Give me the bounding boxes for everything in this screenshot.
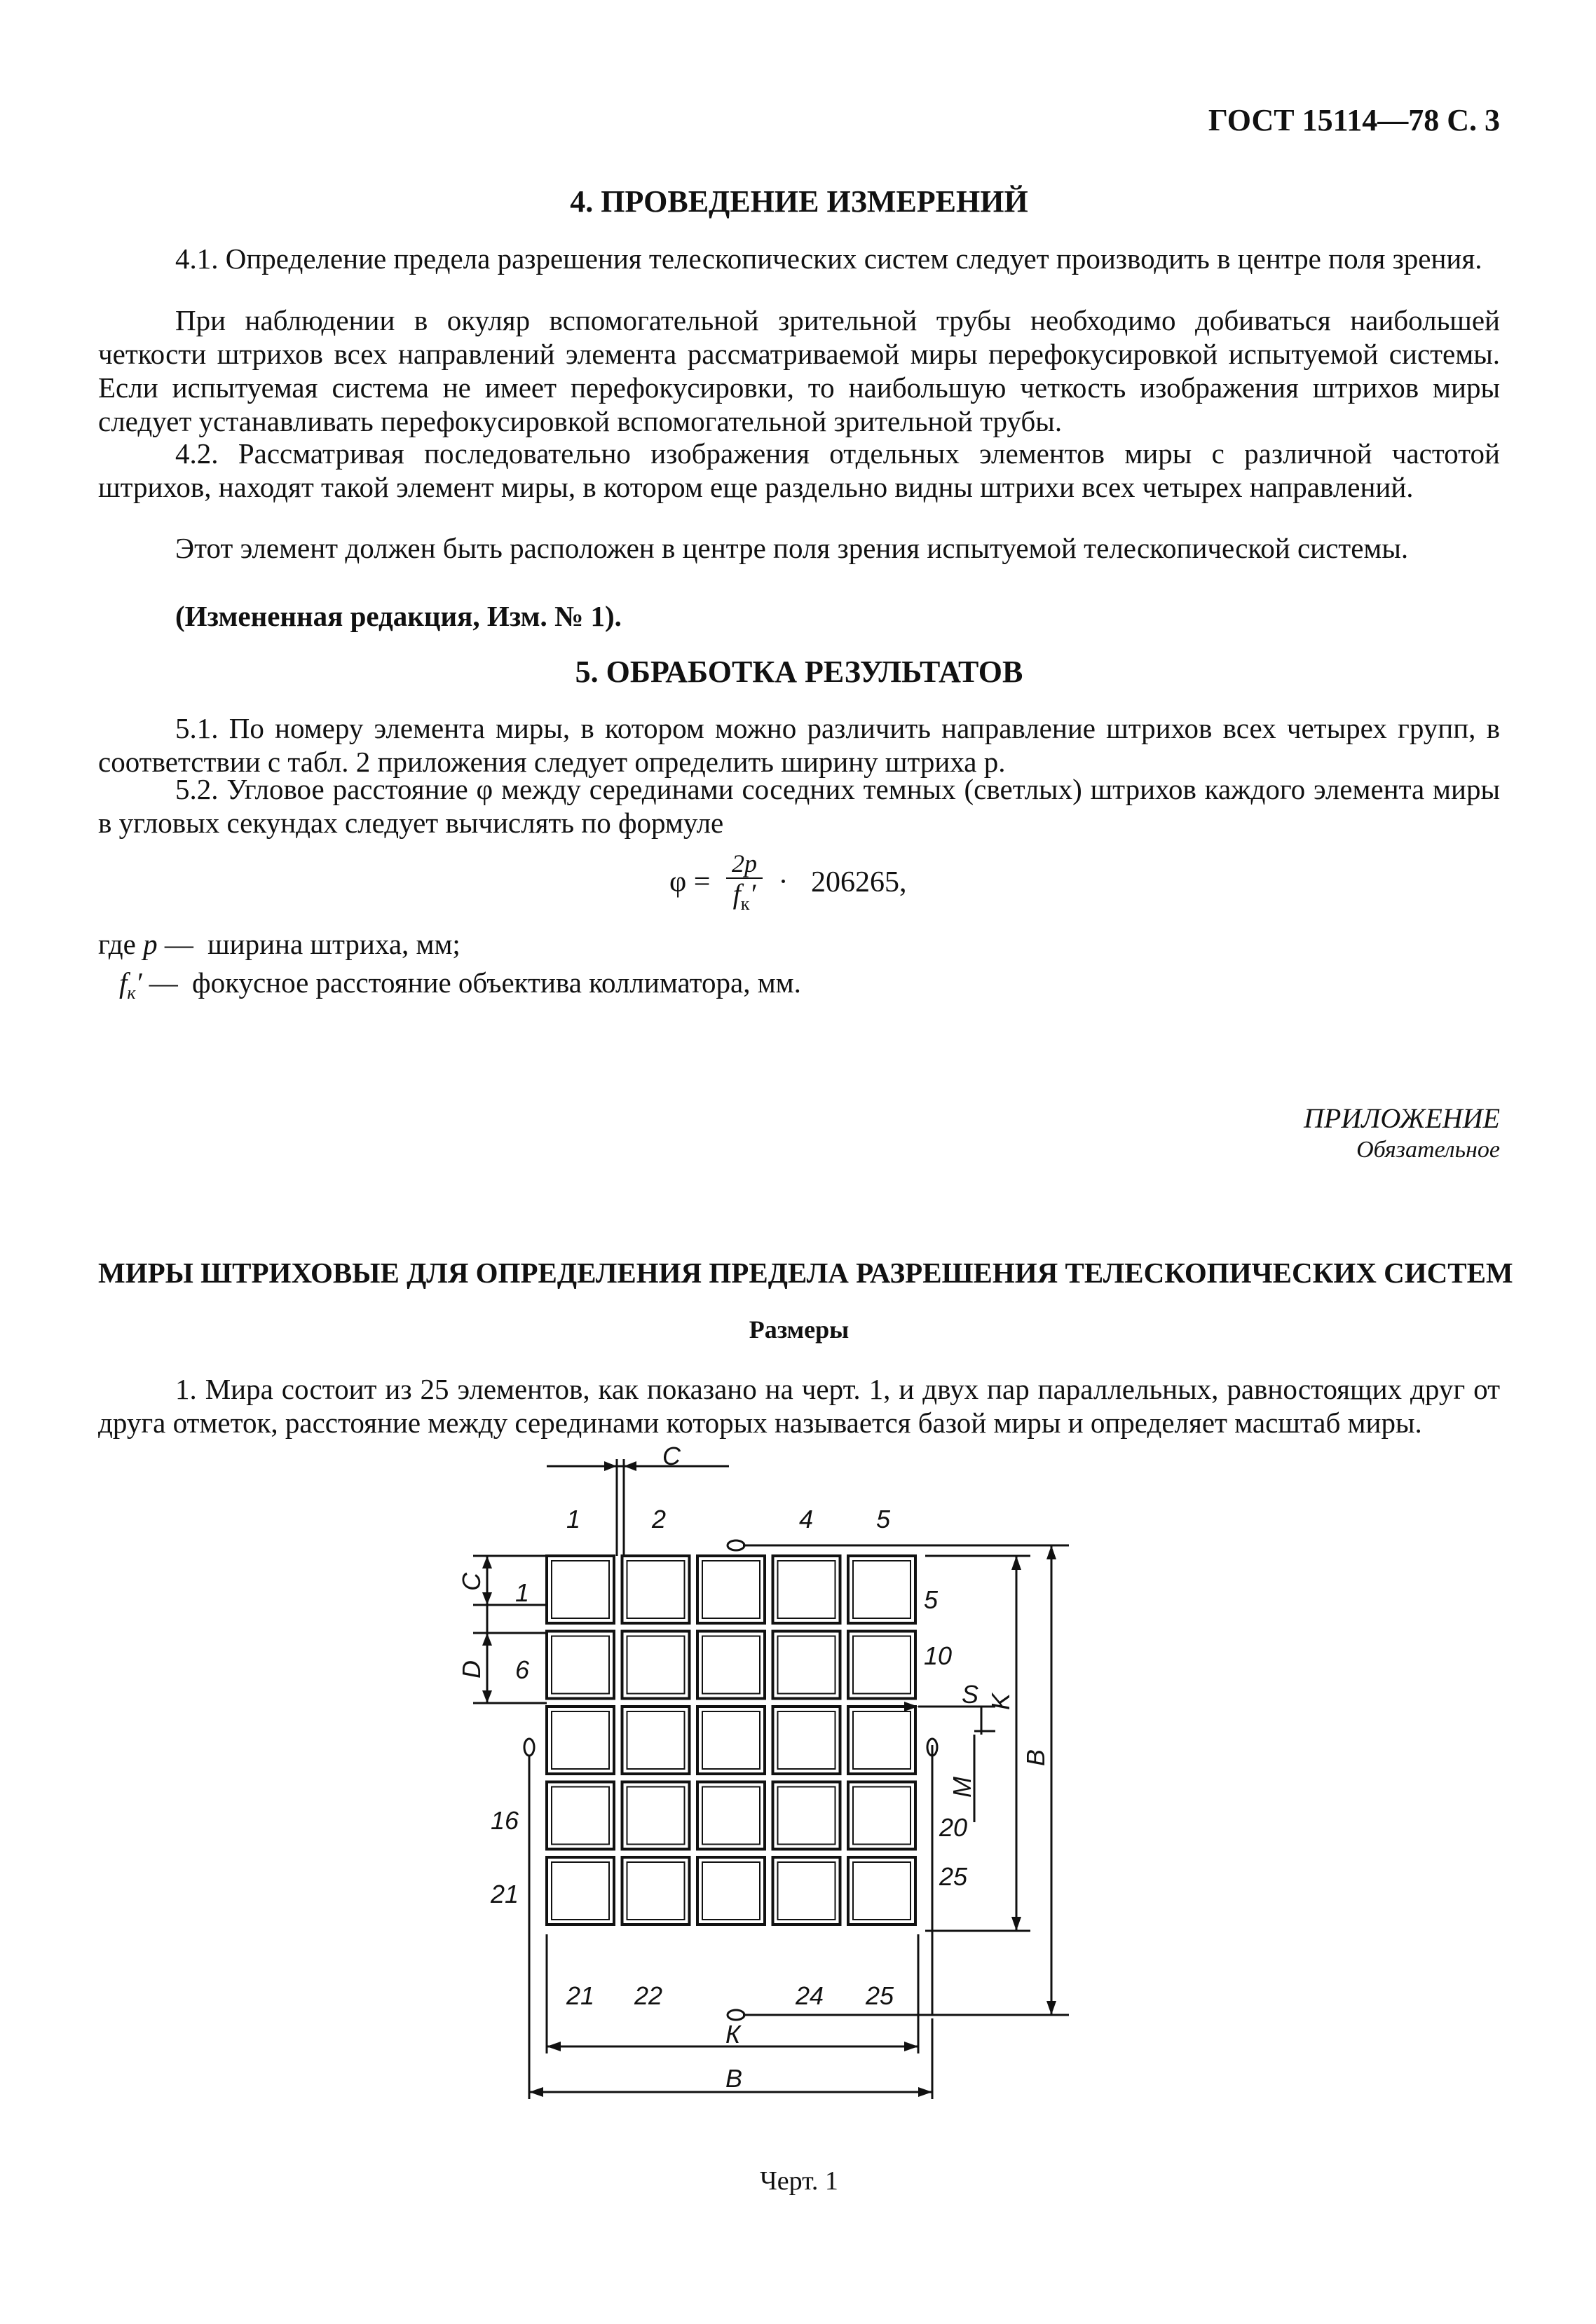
grid-element-6 [547,1632,614,1699]
arrow-d-top [482,1633,492,1646]
grid-element-inner-2 [627,1561,685,1618]
appendix-subtitle: Размеры [749,1315,850,1344]
label-row-21: 21 [491,1880,519,1908]
amendment-text: (Измененная редакция, Изм. № 1). [175,600,622,632]
grid-element-inner-24 [778,1862,835,1920]
section-4-p4-text: Этот элемент должен быть расположен в центре поля зрения испытуемой телескопической системы. [175,532,1409,564]
grid-element-inner-15 [853,1711,910,1769]
grid-element-5 [848,1556,915,1623]
grid-element-inner-23 [702,1862,760,1920]
label-row-10: 10 [924,1641,953,1670]
grid-element-15 [848,1707,915,1774]
element-grid [547,1556,915,1925]
grid-element-2 [622,1556,690,1623]
formula-constant: 206265, [810,866,907,898]
label-bottom-21: 21 [566,1981,595,2010]
section-4-p3-text: 4.2. Рассматривая последовательно изображения отдельных элементов миры с различной частотой штрихов, находят такой элемент миры, в котором еще раздельно видны штрихи всех четырех направлений. [98,437,1500,503]
arrow-b-bottom-right [918,2087,932,2097]
arrow-c-top-left [604,1461,617,1471]
grid-element-16 [547,1782,614,1850]
label-d-left: D [457,1660,486,1679]
arrow-d-bottom [482,1690,492,1703]
label-col-2: 2 [652,1505,667,1533]
grid-element-inner-10 [853,1636,910,1694]
top-mark-end [728,1540,744,1550]
arrow-c-left-bottom [482,1592,492,1605]
grid-element-19 [773,1782,840,1850]
label-row-5: 5 [924,1585,939,1614]
grid-element-inner-22 [627,1862,685,1920]
section-5-title: 5. ОБРАБОТКА РЕЗУЛЬТАТОВ [575,655,1023,689]
grid-element-inner-1 [552,1561,609,1618]
appendix-label: ПРИЛОЖЕНИЕ [1304,1102,1500,1134]
label-k-bottom: К [725,2020,741,2049]
label-col-1: 1 [566,1505,581,1533]
section-5-p1-text: 5.1. По номеру элемента миры, в котором можно различить направление штрихов всех четырех групп, в соответствии с табл. 2 приложения следует определить ширину штриха p. [98,712,1500,778]
grid-element-inner-21 [552,1862,609,1920]
grid-element-inner-13 [702,1711,760,1769]
label-b-bottom: В [725,2064,743,2093]
arrow-c-top-right [624,1461,636,1471]
formula-lhs: φ = [669,866,711,898]
label-col-5: 5 [876,1505,891,1533]
figure-caption: Черт. 1 [760,2166,838,2196]
page-header: ГОСТ 15114—78 С. 3 [1208,103,1500,137]
appendix-type: Обязательное [1356,1137,1500,1163]
label-row-16: 16 [491,1806,519,1835]
section-4-p2-text: При наблюдении в окуляр вспомогательной зрительной трубы необходимо добиваться наибольшей четкости штрихов всех направлений элемента рассматриваемой миры перефокусировкой испытуемой системы. Если испытуемая система не имеет перефокусировки, то наибольшую четкость изображения штрихов миры следует устанавливать перефокусировкой вспомогательной зрительной трубы. [98,304,1500,437]
arrow-k-right-bottom [1011,1917,1021,1931]
arrow-b-bottom-left [529,2087,543,2097]
grid-element-inner-6 [552,1636,609,1694]
grid-element-inner-14 [778,1711,835,1769]
label-row-20: 20 [939,1813,968,1842]
label-m: M [948,1777,976,1798]
grid-element-inner-12 [627,1711,685,1769]
label-bottom-24: 24 [796,1981,824,2010]
grid-element-inner-3 [702,1561,760,1618]
arrow-k-bottom-left [547,2042,561,2051]
label-row-6: 6 [515,1655,530,1684]
label-c-left: С [457,1573,486,1591]
arrow-k-right-top [1011,1556,1021,1570]
arrow-b-right-top [1046,1545,1056,1559]
label-col-4: 4 [799,1505,814,1533]
grid-element-14 [773,1707,840,1774]
symbol-p: p [143,928,158,960]
grid-element-inner-18 [702,1787,760,1845]
left-mark-end [524,1739,534,1756]
label-bottom-22: 22 [634,1981,663,2010]
grid-element-23 [697,1857,765,1925]
grid-element-12 [622,1707,690,1774]
grid-element-25 [848,1857,915,1925]
arrow-b-right-bottom [1046,2001,1056,2015]
grid-element-10 [848,1632,915,1699]
symbol-fk: $f_к'$ [119,966,142,1004]
grid-element-3 [697,1556,765,1623]
bottom-mark-end [728,2010,744,2020]
grid-element-13 [697,1707,765,1774]
grid-element-inner-17 [627,1787,685,1845]
where-line-2: $f_к'$ — фокусное расстояние объектива коллиматора, мм. [119,966,801,1004]
grid-element-24 [773,1857,840,1925]
grid-element-1 [547,1556,614,1623]
grid-element-20 [848,1782,915,1850]
grid-element-inner-8 [702,1636,760,1694]
formula-dot: · [778,866,789,898]
grid-element-17 [622,1782,690,1850]
grid-element-inner-16 [552,1787,609,1845]
grid-element-inner-9 [778,1636,835,1694]
grid-element-9 [773,1632,840,1699]
grid-element-21 [547,1857,614,1925]
label-row-25: 25 [939,1862,968,1891]
where-line-1: где p — ширина штриха, мм; [98,928,461,960]
arrow-k-bottom-right [904,2042,918,2051]
label-k-right: K [986,1693,1015,1710]
section-5-p2-text: 5.2. Угловое расстояние φ между серединами соседних темных (светлых) штрихов каждого элемента миры в угловых секундах следует вычислять по формуле [98,773,1500,839]
grid-element-22 [622,1857,690,1925]
grid-element-inner-25 [853,1862,910,1920]
label-s: S [962,1680,979,1709]
label-c-top: С [662,1442,681,1470]
section-4-p1-text: 4.1. Определение предела разрешения телескопических систем следует производить в центре поля зрения. [175,242,1482,275]
label-row-1: 1 [515,1578,530,1607]
grid-element-4 [773,1556,840,1623]
grid-element-inner-20 [853,1787,910,1845]
grid-element-18 [697,1782,765,1850]
formula-denominator: $f_к'$ [732,878,756,914]
grid-element-7 [622,1632,690,1699]
grid-element-8 [697,1632,765,1699]
section-4-title: 4. ПРОВЕДЕНИЕ ИЗМЕРЕНИЙ [570,184,1028,219]
grid-element-inner-4 [778,1561,835,1618]
appendix-p1-text: 1. Мира состоит из 25 элементов, как показано на черт. 1, и двух пар параллельных, равностоящих друг от друга отметок, расстояние между серединами которых называется базой миры и определяет масштаб миры. [98,1373,1500,1439]
grid-element-inner-5 [853,1561,910,1618]
grid-element-inner-11 [552,1711,609,1769]
formula-numerator: 2p [726,849,763,879]
label-bottom-25: 25 [866,1981,894,2010]
grid-element-inner-19 [778,1787,835,1845]
appendix-title: МИРЫ ШТРИХОВЫЕ ДЛЯ ОПРЕДЕЛЕНИЯ ПРЕДЕЛА РАЗРЕШЕНИЯ ТЕЛЕСКОПИЧЕСКИХ СИСТЕМ [98,1257,1513,1289]
label-b-right: B [1021,1749,1050,1766]
grid-element-inner-7 [627,1636,685,1694]
grid-element-11 [547,1707,614,1774]
arrow-c-left-top [482,1556,492,1568]
